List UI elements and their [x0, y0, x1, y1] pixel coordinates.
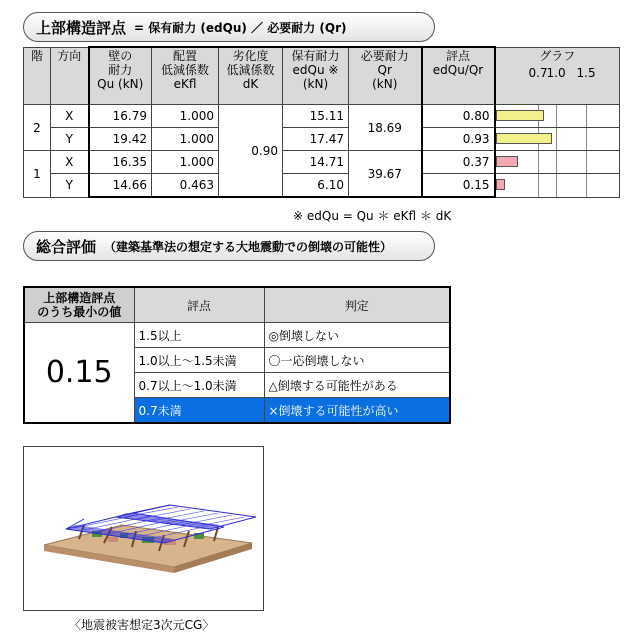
direction-cell: Y	[51, 174, 89, 198]
section-subtitle-text: （建築基準法の想定する大地震動での倒壊の可能性）	[104, 239, 393, 254]
judgement-cell: 〇一応倒壊しない	[264, 348, 450, 373]
graph-ticks	[496, 67, 620, 83]
table-row	[24, 323, 450, 348]
range-cell: 1.0以上～1.5未満	[134, 348, 264, 373]
qr-cell: 18.69	[349, 105, 422, 151]
qr-cell: 39.67	[349, 151, 422, 198]
graph-tick-label: 1.5	[576, 66, 596, 81]
ekfl-cell: 0.463	[152, 174, 219, 198]
qu-cell: 16.35	[89, 151, 152, 174]
graph-gridline	[586, 151, 587, 173]
edqu-cell: 17.47	[283, 128, 349, 151]
ekfl-cell: 1.000	[152, 128, 219, 151]
direction-cell: Y	[51, 128, 89, 151]
score-table	[23, 46, 620, 198]
header-min-score: 上部構造評点 のうち最小の値	[24, 287, 134, 323]
graph-gridline	[586, 174, 587, 197]
graph-cell	[495, 174, 620, 198]
score-bar	[496, 179, 505, 190]
direction-cell: X	[51, 151, 89, 174]
graph-gridline	[556, 105, 557, 127]
evaluation-table	[23, 286, 451, 424]
formula-note: ※ edQu = Qu ＊ eKfl ＊ dK	[293, 209, 452, 223]
section-title-text: 上部構造評点	[36, 18, 127, 37]
table-row	[24, 174, 620, 198]
table-header-row	[24, 47, 620, 105]
judgement-cell: ◎倒壊しない	[264, 323, 450, 348]
section-title-upper-structure	[23, 12, 435, 42]
header-dk: 劣化度 低減係数 dK	[219, 47, 283, 105]
graph-tick-label: 1.0	[546, 66, 566, 81]
header-graph: グラフ 0.7 1.0 1.5	[495, 47, 620, 105]
range-cell: 0.7以上～1.0未満	[134, 373, 264, 398]
qu-cell: 14.66	[89, 174, 152, 198]
min-score-value: 0.15	[24, 323, 134, 424]
score-cell: 0.15	[422, 174, 495, 198]
table-header-row	[24, 287, 450, 323]
score-bar	[496, 110, 544, 121]
qu-cell: 19.42	[89, 128, 152, 151]
graph-gridline	[538, 174, 539, 197]
graph-cell	[495, 128, 620, 151]
floor-cell: 1	[24, 151, 51, 198]
graph-gridline	[586, 128, 587, 150]
damage-cg-image	[24, 447, 263, 610]
dk-cell: 0.90	[219, 105, 283, 198]
section-title-text: 総合評価	[36, 237, 97, 256]
header-direction: 方向	[51, 47, 89, 105]
range-cell: 0.7未満	[134, 398, 264, 424]
header-edqu: 保有耐力 edQu ※ (kN)	[283, 47, 349, 105]
section-subtitle-text: = 保有耐力 (edQu) ／ 必要耐力 (Qr)	[134, 20, 347, 35]
cg-caption: 〈地震被害想定3次元CG〉	[69, 618, 215, 632]
header-qu: 壁の 耐力 Qu (kN)	[89, 47, 152, 105]
header-score: 評点 edQu/Qr	[422, 47, 495, 105]
graph-gridline	[556, 174, 557, 197]
header-qr: 必要耐力 Qr (kN)	[349, 47, 422, 105]
score-cell: 0.93	[422, 128, 495, 151]
table-row	[24, 128, 620, 151]
judgement-cell: ×倒壊する可能性が高い	[264, 398, 450, 424]
score-cell: 0.37	[422, 151, 495, 174]
score-cell: 0.80	[422, 105, 495, 128]
edqu-cell: 15.11	[283, 105, 349, 128]
qu-cell: 16.79	[89, 105, 152, 128]
graph-cell	[495, 105, 620, 128]
graph-gridline	[538, 151, 539, 173]
header-score-range: 評点	[134, 287, 264, 323]
judgement-cell: △倒壊する可能性がある	[264, 373, 450, 398]
floor-cell: 2	[24, 105, 51, 151]
section-title-overall	[23, 231, 435, 261]
cg-image-frame	[23, 446, 264, 611]
table-row	[24, 151, 620, 174]
graph-gridline	[556, 128, 557, 150]
header-floor: 階	[24, 47, 51, 105]
edqu-cell: 6.10	[283, 174, 349, 198]
graph-cell	[495, 151, 620, 174]
ekfl-cell: 1.000	[152, 105, 219, 128]
ekfl-cell: 1.000	[152, 151, 219, 174]
graph-gridline	[556, 151, 557, 173]
score-bar	[496, 156, 518, 167]
header-ekfl: 配置 低減係数 eKfl	[152, 47, 219, 105]
graph-gridline	[586, 105, 587, 127]
header-judgement: 判定	[264, 287, 450, 323]
table-row	[24, 105, 620, 128]
edqu-cell: 14.71	[283, 151, 349, 174]
range-cell: 1.5以上	[134, 323, 264, 348]
score-bar	[496, 133, 552, 144]
direction-cell: X	[51, 105, 89, 128]
graph-tick-label: 0.7	[528, 66, 548, 81]
